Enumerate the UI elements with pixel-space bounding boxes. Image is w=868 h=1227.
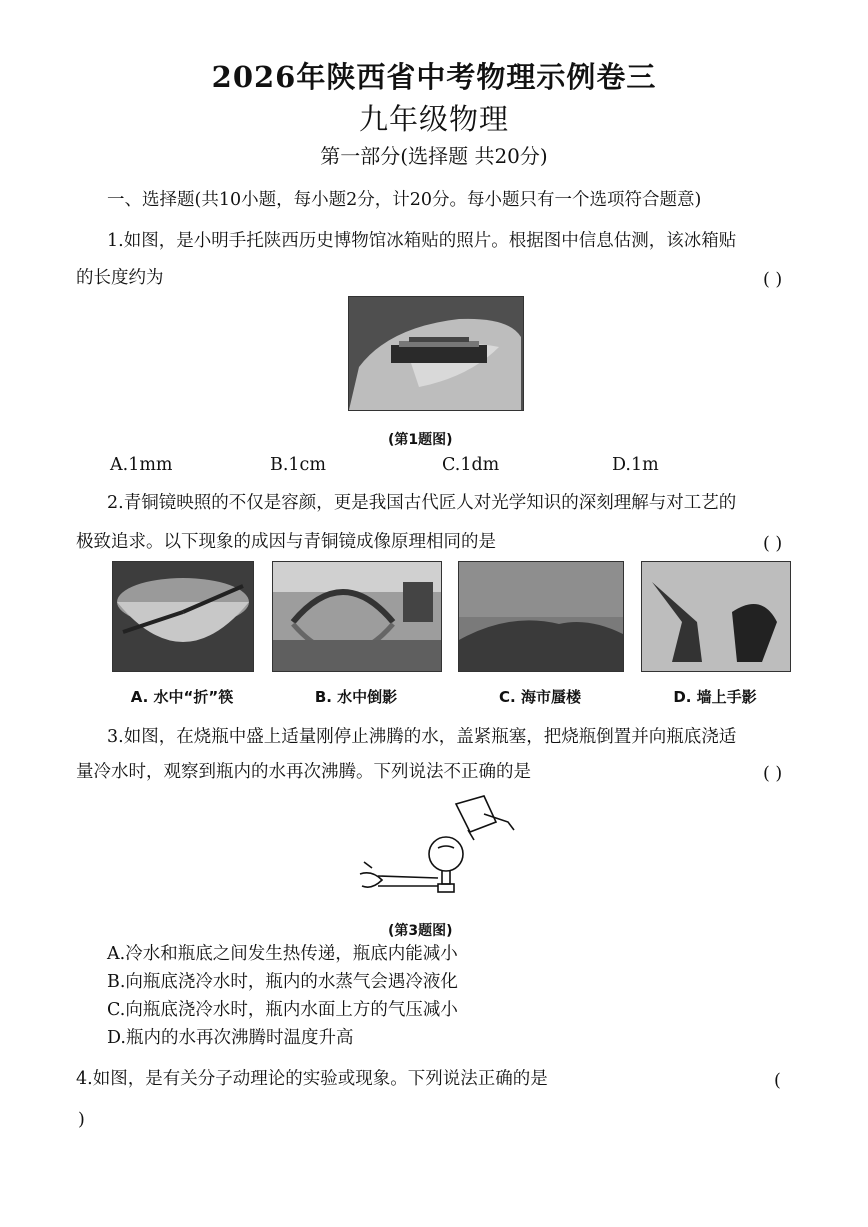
- q1-option-c[interactable]: C.1dm: [442, 455, 500, 475]
- q1-option-d[interactable]: D.1m: [612, 455, 659, 475]
- q2-photo-d-hand-shadow[interactable]: [641, 561, 791, 672]
- exam-subtitle: 九年级物理: [358, 102, 509, 136]
- q2-photo-c-illustration: [459, 562, 623, 671]
- q4-answer-paren-open: (: [774, 1071, 781, 1091]
- q4-answer-paren-close: ): [78, 1110, 85, 1130]
- q3-figure-caption: (第3题图): [388, 923, 453, 939]
- q2-answer-paren: ( ): [763, 534, 783, 554]
- q3-flask-diagram: [358, 792, 518, 904]
- q3-option-c[interactable]: C.向瓶底浇冷水时，瓶内水面上方的气压减小: [107, 1000, 458, 1020]
- q2-stem-line1: 2.青铜镜映照的不仅是容颜，更是我国古代匠人对光学知识的深刻理解与对工艺的: [107, 493, 737, 513]
- exam-title: 2026年陕西省中考物理示例卷三: [211, 60, 657, 94]
- q4-stem-line1: 4.如图，是有关分子动理论的实验或现象。下列说法正确的是: [76, 1069, 548, 1089]
- q2-stem-line2: 极致追求。以下现象的成因与青铜镜成像原理相同的是: [76, 532, 496, 552]
- q2-photo-a-chopstick[interactable]: [112, 561, 254, 672]
- q3-answer-paren: ( ): [763, 764, 783, 784]
- q1-stem-line2: 的长度约为: [76, 268, 164, 288]
- q2-photo-b-illustration: [273, 562, 441, 671]
- q2-option-b[interactable]: B. 水中倒影: [314, 688, 398, 706]
- section-instructions: 一、选择题(共10小题，每小题2分，计20分。每小题只有一个选项符合题意): [107, 190, 702, 210]
- q1-figure-caption: (第1题图): [388, 432, 453, 448]
- q2-option-a[interactable]: A. 水中“折”筷: [130, 688, 234, 706]
- q1-answer-paren: ( ): [763, 270, 783, 290]
- q2-option-d[interactable]: D. 墙上手影: [673, 688, 757, 706]
- q3-option-b[interactable]: B.向瓶底浇冷水时，瓶内的水蒸气会遇冷液化: [107, 972, 458, 992]
- q3-option-a[interactable]: A.冷水和瓶底之间发生热传递，瓶底内能减小: [107, 944, 458, 964]
- q2-photo-b-reflection[interactable]: [272, 561, 442, 672]
- q3-option-d[interactable]: D.瓶内的水再次沸腾时温度升高: [107, 1028, 354, 1048]
- q2-photo-a-illustration: [113, 562, 253, 671]
- q1-photo-illustration: [349, 297, 523, 410]
- q3-stem-line1: 3.如图，在烧瓶中盛上适量刚停止沸腾的水，盖紧瓶塞，把烧瓶倒置并向瓶底浇适: [107, 727, 737, 747]
- q1-option-a[interactable]: A.1mm: [110, 455, 173, 475]
- q2-photo-c-mirage[interactable]: [458, 561, 624, 672]
- q3-flask-illustration: [358, 792, 518, 904]
- q2-photo-d-illustration: [642, 562, 790, 671]
- q1-stem-line1: 1.如图，是小明手托陕西历史博物馆冰箱贴的照片。根据图中信息估测，该冰箱贴: [107, 231, 737, 251]
- q1-option-b[interactable]: B.1cm: [270, 455, 326, 475]
- part-heading: 第一部分(选择题 共20分): [320, 144, 548, 168]
- q3-stem-line2: 量冷水时，观察到瓶内的水再次沸腾。下列说法不正确的是: [76, 762, 531, 782]
- q2-option-c[interactable]: C. 海市蜃楼: [499, 688, 581, 706]
- q1-photo-hand-magnet: [348, 296, 524, 411]
